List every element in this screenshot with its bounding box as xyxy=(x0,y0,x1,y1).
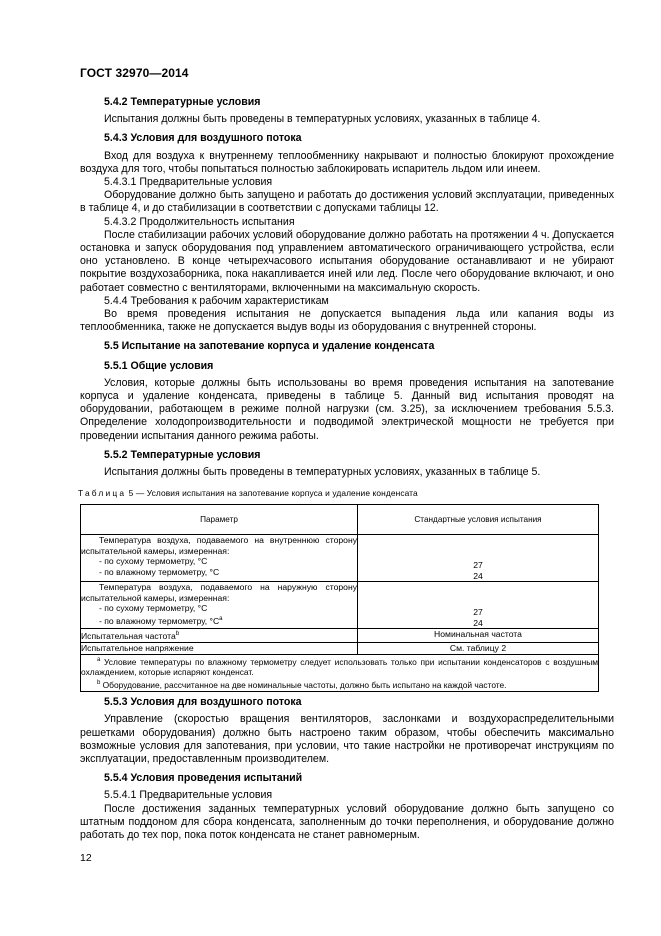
note-b xyxy=(81,678,598,691)
row1-lead: Температура воздуха, подаваемого на внутреннюю сторону испытательной камеры, измеренная: xyxy=(81,535,357,556)
note-b-text: Оборудование, рассчитанное на две номинальные частоты, должно быть испытано на каждой частоте. xyxy=(100,680,507,691)
table-notes xyxy=(81,654,599,692)
section-5-5-2-text: Испытания должны быть проведены в температурных условиях, указанных в таблице 5. xyxy=(104,466,541,479)
table-row xyxy=(81,582,599,629)
row2-wet-line xyxy=(81,614,357,626)
table-5 xyxy=(80,504,599,692)
table-cell-value xyxy=(358,582,599,629)
row3-val: Номинальная частота xyxy=(358,629,599,642)
row2-wet-val: 24 xyxy=(473,617,483,628)
table-cell-param xyxy=(81,535,358,582)
section-5-5-4-1-text: После достижения заданных температурных условий оборудование должно быть запущено со штатным поддоном для сбора конденсата, заполненным до точки переполнения, и оборудование должно работать до тех пор, пока поток конденсата не станет равномерным. xyxy=(80,802,614,841)
row3-param: Испытательная частота xyxy=(81,631,176,642)
note-a-text: Условие температуры по влажному термометру следует использовать только при испытании конденсаторов с воздушным охлаждением, которые испаряют конденсат. xyxy=(81,656,598,678)
row2-wet: - по влажному термометру, °C xyxy=(99,615,220,626)
section-5-4-3-text: Вход для воздуха к внутреннему теплообменнику накрывают и полностью блокируют прохождение воздуха для того, чтобы попытаться полностью заблокировать испаритель льдом или инеем. xyxy=(80,149,614,175)
section-5-5-1-text: Условия, которые должны быть использованы во время проведения испытания на запотевание корпуса и удаление конденсата, приведены в таблице 5. Данный вид испытания проводят на оборудовании, работающем в режиме полной нагрузки (см. 3.25), за исключением требования 5.5.3. Определение холодопроизводительности и подводимой электрической мощности не требуется при проведении испытания данного режима работы. xyxy=(80,376,614,442)
row1-dry-val: 27 xyxy=(473,560,483,571)
table-header-param: Параметр xyxy=(81,505,358,535)
document-header: ГОСТ 32970—2014 xyxy=(80,66,189,80)
note-a xyxy=(81,655,598,679)
row1-dry: - по сухому термометру, °C xyxy=(99,556,208,567)
section-5-4-3-1-text: Оборудование должно быть запущено и работать до достижения условий эксплуатации, приведенных в таблице 4, и до стабилизации в соответствии с допусками таблицы 12. xyxy=(80,189,614,215)
table-header-std: Стандартные условия испытания xyxy=(358,505,599,535)
section-5-4-3-2-text: После стабилизации рабочих условий оборудование должно работать на протяжении 4 ч. Допускается остановка и запуск оборудования под управлением автоматического ограничивающего устройства, если оно установлено. В конце четырехчасового испытания оборудование останавливают и не убирают покрытие воздухозаборника, пока накапливается иней или лед. После чего оборудование включают, и оно работает совместно с вентиляторами, включенными на максимальную скорость. xyxy=(80,228,614,294)
row2-dry: - по сухому термометру, °C xyxy=(99,603,208,614)
row2-lead: Температура воздуха, подаваемого на наружную сторону испытательной камеры, измеренная: xyxy=(81,582,357,603)
section-5-5-3-text: Управление (скоростью вращения вентиляторов, заслонками и воздухораспределительными решетками оборудования) должно быть настроено таким образом, чтобы обеспечить максимально возможные условия для запотевания, при условии, что такие настройки не противоречат инструкциям по эксплуатации, предоставленным производителем. xyxy=(80,713,614,765)
table-header-row xyxy=(81,505,599,535)
section-5-4-3-1-title: 5.4.3.1 Предварительные условия xyxy=(104,176,273,189)
note-a-mark: a xyxy=(97,656,101,663)
table-caption-text: 5 — Условия испытания на запотевание корпуса и удаление конденсата xyxy=(126,488,418,499)
row1-wet-val: 24 xyxy=(473,570,483,581)
row3-sup: b xyxy=(175,631,180,638)
section-5-5-2-title: 5.5.2 Температурные условия xyxy=(104,448,261,461)
table-cell-param xyxy=(81,629,358,642)
table-row xyxy=(81,642,599,654)
section-5-4-3-title: 5.4.3 Условия для воздушного потока xyxy=(104,132,302,145)
table-row xyxy=(81,535,599,582)
document-body xyxy=(80,96,614,842)
row1-wet: - по влажному термометру, °C xyxy=(99,566,220,577)
section-5-4-2-title: 5.4.2 Температурные условия xyxy=(104,96,261,108)
row4-val: См. таблицу 2 xyxy=(358,642,599,654)
table-5-caption xyxy=(80,487,614,500)
section-5-5-4-1-title: 5.5.4.1 Предварительные условия xyxy=(104,789,273,802)
section-5-4-4-title: 5.4.4 Требования к рабочим характеристикам xyxy=(104,294,329,307)
table-cell-param xyxy=(81,582,358,629)
table-caption-word: Таблица xyxy=(78,488,127,499)
row2-dry-val: 27 xyxy=(473,607,483,618)
row2-wet-sup: a xyxy=(219,616,223,623)
table-cell-value xyxy=(358,535,599,582)
section-5-5-title: 5.5 Испытание на запотевание корпуса и удаление конденсата xyxy=(104,340,435,353)
section-5-5-3-title: 5.5.3 Условия для воздушного потока xyxy=(104,696,302,709)
section-5-5-4-title: 5.5.4 Условия проведения испытаний xyxy=(104,772,303,785)
table-notes-row xyxy=(81,654,599,692)
note-b-mark: b xyxy=(97,680,101,687)
section-5-5-1-title: 5.5.1 Общие условия xyxy=(104,359,214,372)
page-number: 12 xyxy=(80,852,92,864)
row4-param: Испытательное напряжение xyxy=(81,642,358,654)
section-5-4-3-2-title: 5.4.3.2 Продолжительность испытания xyxy=(104,215,295,228)
section-5-4-2-text: Испытания должны быть проведены в температурных условиях, указанных в таблице 4. xyxy=(104,113,541,126)
table-row xyxy=(81,629,599,642)
section-5-4-4-text: Во время проведения испытания не допускается выпадения льда или капания воды из теплообменника, также не допускается выдув воды из оборудования с внутренней стороны. xyxy=(80,308,614,334)
